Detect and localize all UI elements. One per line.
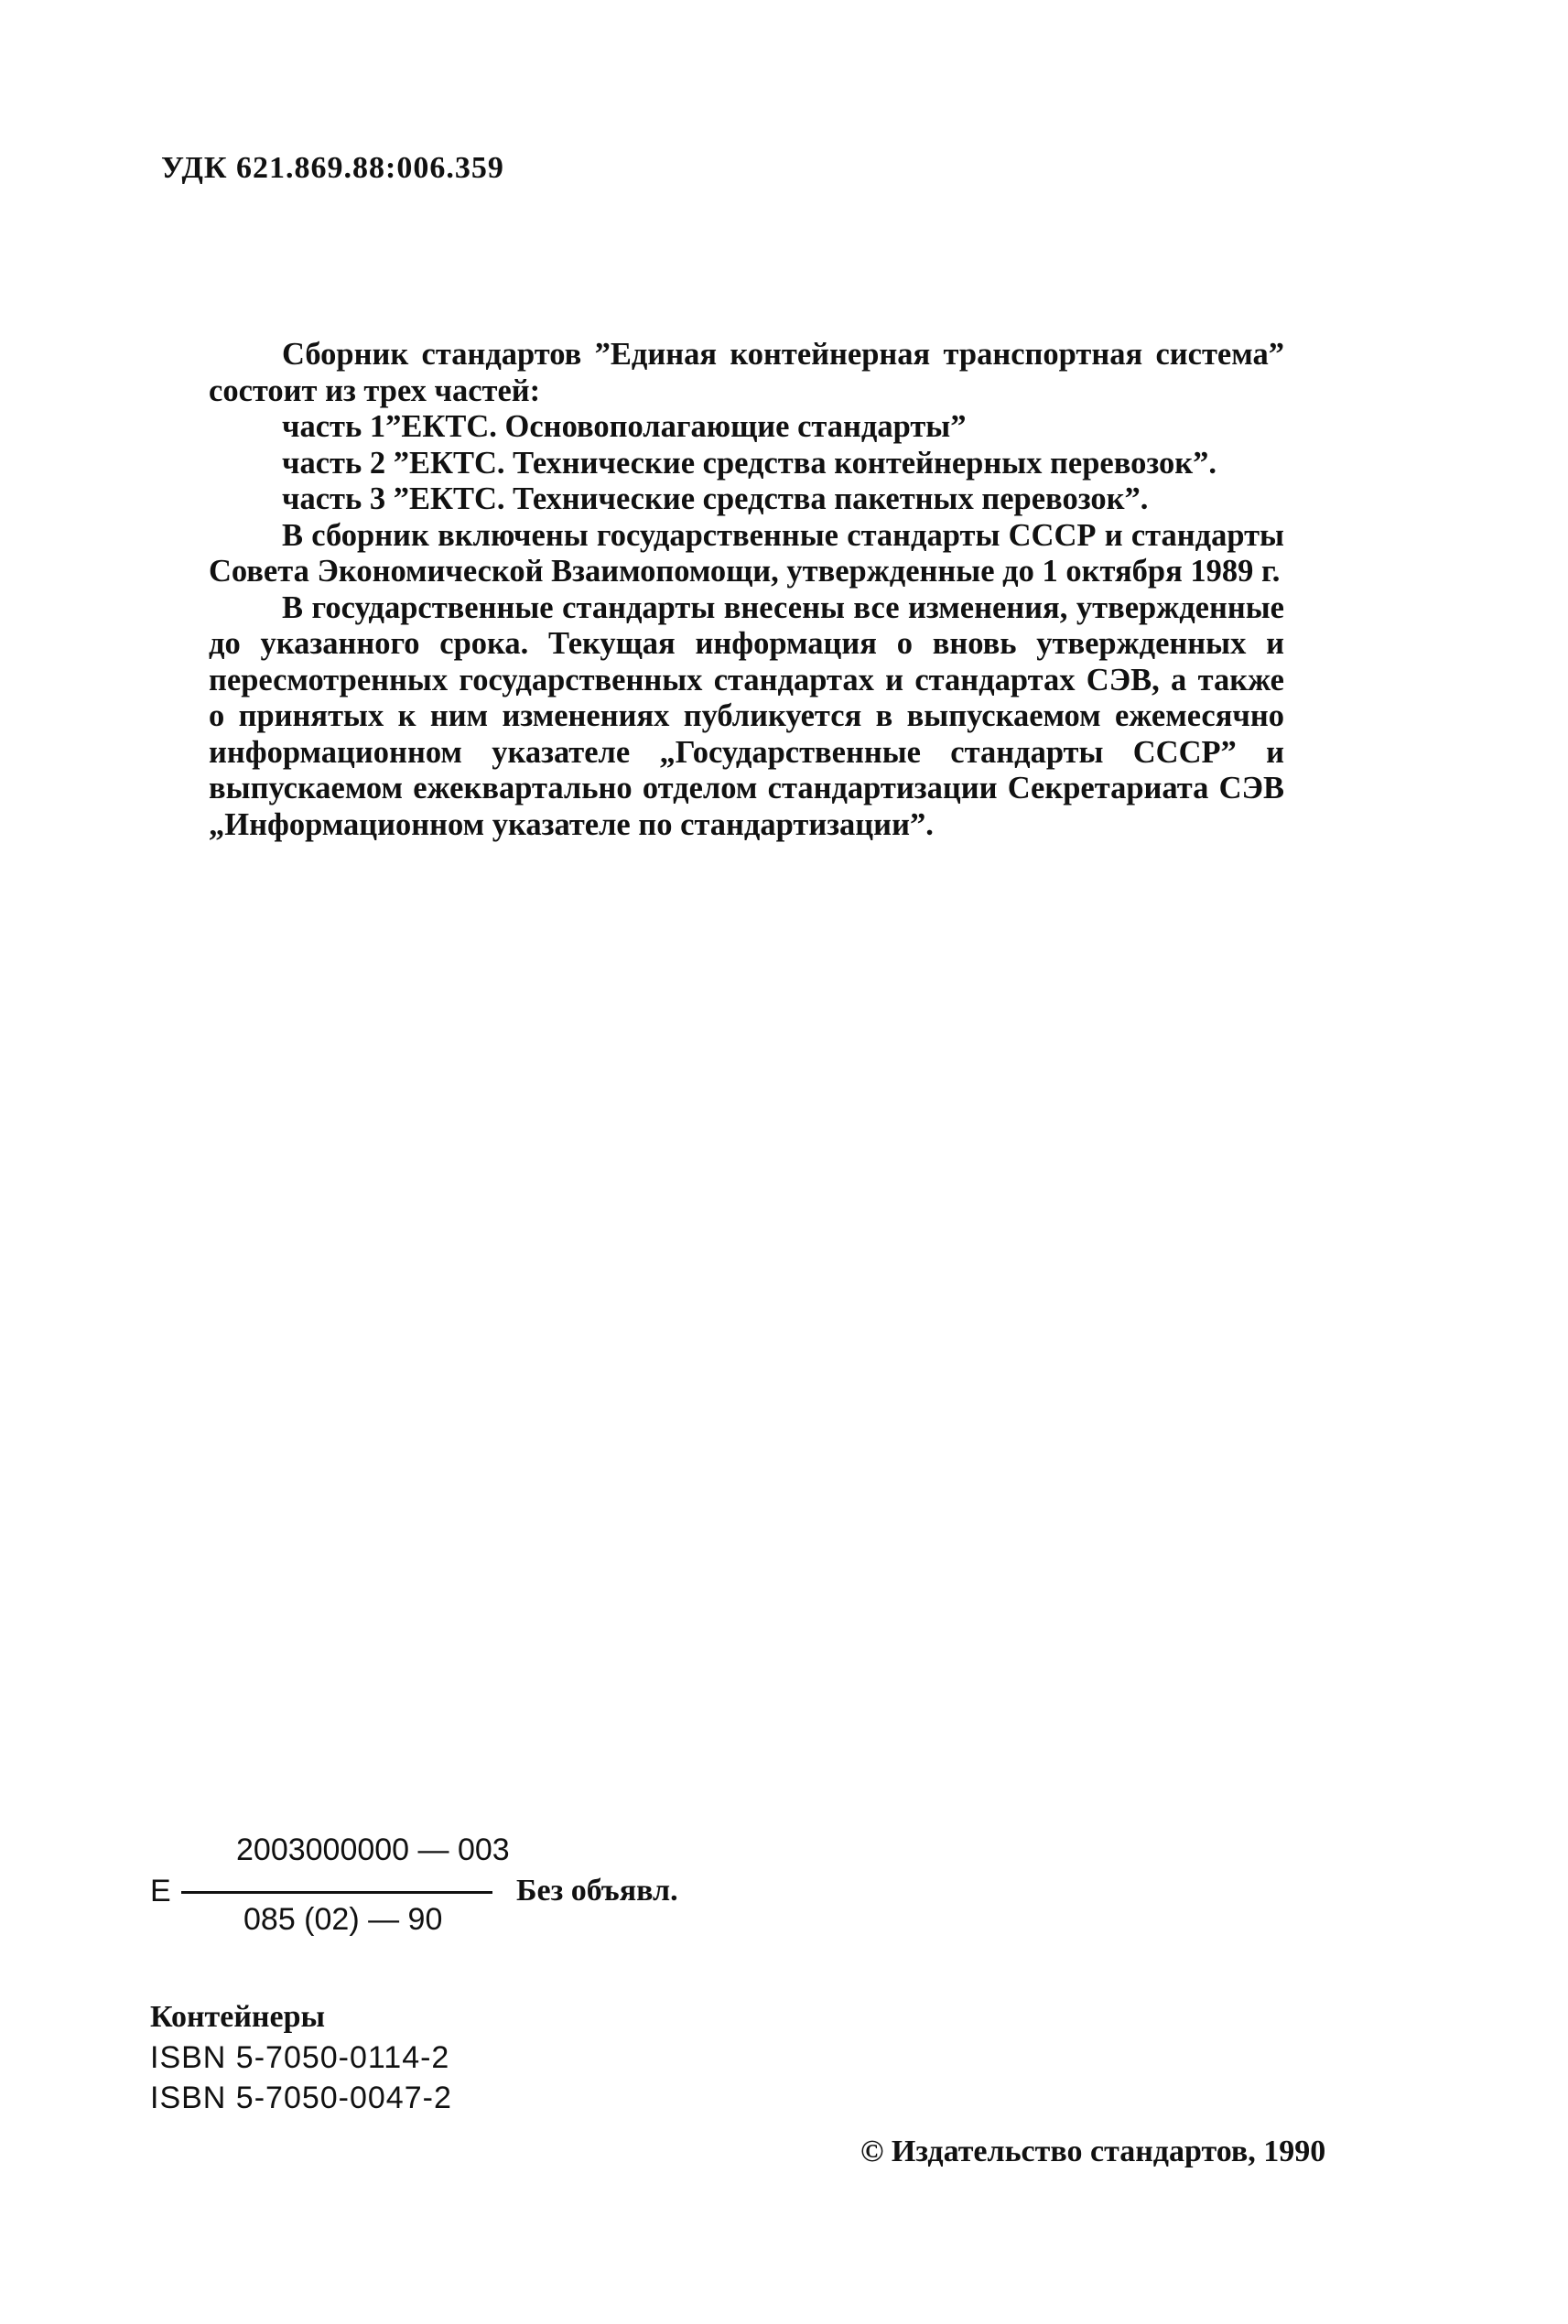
- copyright-line: © Издательство стандартов, 1990: [860, 2135, 1326, 2168]
- footer-block: [150, 1997, 452, 2118]
- intro-paragraph: Сборник стандартов ”Единая контейнерная транспортная система” состоит из трех частей:: [209, 337, 1284, 408]
- index-letter: Е: [150, 1874, 171, 1908]
- part-3-line: часть 3 ”ЕКТС. Технические средства пакетных перевозок”.: [282, 481, 1149, 516]
- subject-heading: Контейнеры: [150, 2000, 326, 2034]
- no-announcement-note: Без объявл.: [516, 1874, 678, 1908]
- inclusion-paragraph: В сборник включены государственные стандарты СССР и стандарты Совета Экономической Взаимопомощи, утвержденные до 1 октября 1989 г.: [209, 517, 1284, 589]
- udk-code: УДК 621.869.88:006.359: [161, 151, 504, 185]
- fraction-bar: [181, 1891, 492, 1894]
- collection-description: [209, 337, 1284, 843]
- index-numerator: 2003000000 — 003: [236, 1832, 510, 1867]
- part-1-line: часть 1”ЕКТС. Основополагающие стандарты”: [282, 409, 967, 444]
- isbn-2: ISBN 5-7050-0047-2: [150, 2081, 452, 2115]
- index-denominator: 085 (02) — 90: [243, 1902, 443, 1937]
- part-2-line: часть 2 ”ЕКТС. Технические средства контейнерных перевозок”.: [282, 445, 1217, 481]
- isbn-1: ISBN 5-7050-0114-2: [150, 2040, 450, 2075]
- changes-paragraph: В государственные стандарты внесены все изменения, утвержденные до указанного срока. Текущая информация о вновь утвержденных и пересмотренных государственных стандартах и стандартах СЭВ, а также о принятых к ним изменениях публикуется в выпускаемом ежемесячно информационном указателе „Государственные стандарты СССР” и выпускаемом ежеквартально отделом стандартизации Секретариата СЭВ „Информационном указателе по стандартизации”.: [209, 589, 1284, 842]
